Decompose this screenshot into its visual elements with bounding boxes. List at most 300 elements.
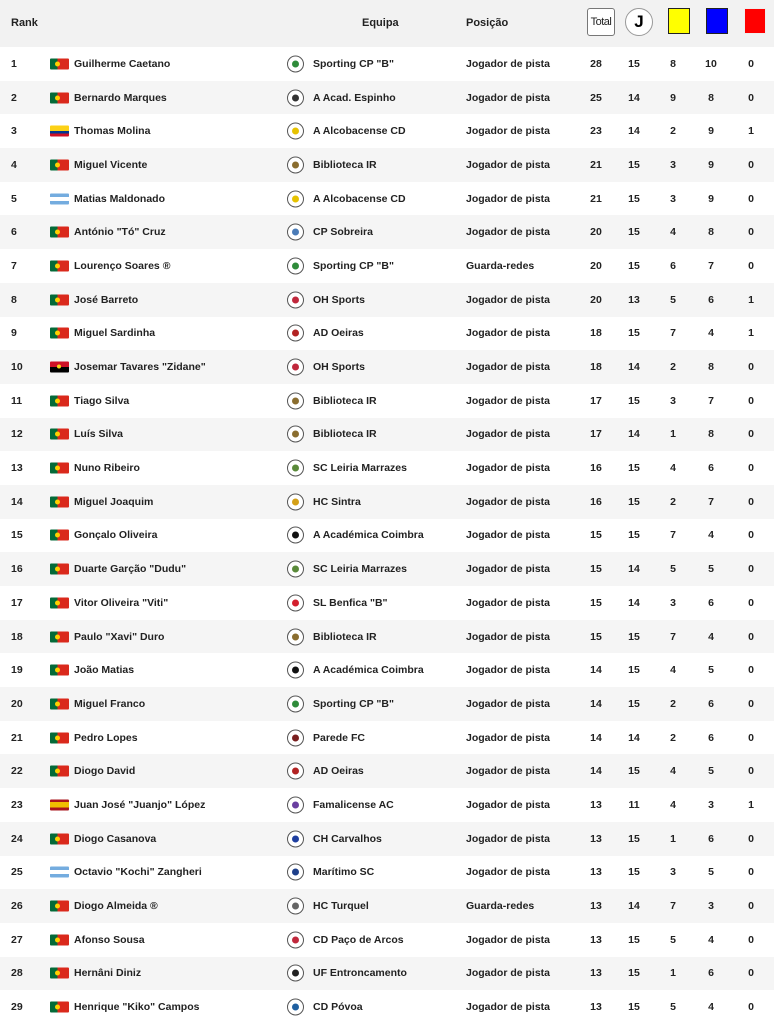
team-crest-icon [287,695,304,712]
team-crest-icon [287,325,304,342]
country-flag-icon [50,766,69,777]
blue-cards-cell: 9 [708,158,714,171]
team-crest-icon [287,123,304,140]
table-row [0,552,774,586]
player-name-link[interactable]: João Matias [74,664,135,677]
games-cell: 15 [628,1001,640,1014]
yellow-cards-cell: 3 [670,596,676,609]
position-cell: Jogador de pista [466,158,551,171]
blue-cards-cell: 6 [708,462,714,475]
country-flag-icon [50,496,69,507]
yellow-cards-cell: 7 [670,529,676,542]
total-cell: 13 [590,866,602,879]
team-name-link[interactable]: A Académica Coimbra [313,529,424,542]
position-cell: Jogador de pista [466,596,551,609]
team-name-link[interactable]: CH Carvalhos [313,832,382,845]
country-flag-icon [50,665,69,676]
position-cell: Jogador de pista [466,1001,551,1014]
games-played-icon[interactable]: J [625,8,653,36]
player-name-link[interactable]: Diogo Casanova [74,832,157,845]
team-name-link[interactable]: CP Sobreira [313,226,373,239]
yellow-cards-cell: 4 [670,226,676,239]
games-cell: 15 [628,933,640,946]
player-name-link[interactable]: Luís Silva [74,428,124,441]
red-cards-cell: 1 [748,293,754,306]
team-name-link[interactable]: HC Sintra [313,495,361,508]
total-cell: 13 [590,967,602,980]
games-cell: 14 [628,900,640,913]
player-name-link[interactable]: Juan José "Juanjo" López [74,798,206,811]
team-crest-icon [287,224,304,241]
rank-cell: 15 [11,529,23,542]
country-flag-icon [50,126,69,137]
yellow-cards-cell: 1 [670,832,676,845]
total-cell: 15 [590,529,602,542]
position-cell: Jogador de pista [466,394,551,407]
yellow-cards-cell: 7 [670,900,676,913]
position-cell: Jogador de pista [466,798,551,811]
player-name-link[interactable]: Bernardo Marques [74,91,167,104]
blue-cards-cell: 6 [708,967,714,980]
red-cards-cell: 0 [748,866,754,879]
red-cards-cell: 0 [748,259,754,272]
table-row [0,754,774,788]
position-cell: Jogador de pista [466,125,551,138]
blue-cards-cell: 8 [708,226,714,239]
yellow-cards-cell: 7 [670,630,676,643]
rank-cell: 28 [11,967,23,980]
position-cell: Guarda-redes [466,900,535,913]
country-flag-icon [50,732,69,743]
country-flag-icon [50,429,69,440]
red-cards-cell: 0 [748,697,754,710]
blue-cards-cell: 7 [708,394,714,407]
red-cards-cell: 0 [748,967,754,980]
red-cards-cell: 0 [748,529,754,542]
blue-cards-cell: 7 [708,495,714,508]
country-flag-icon [50,260,69,271]
country-flag-icon [50,159,69,170]
country-flag-icon [50,564,69,575]
yellow-cards-cell: 4 [670,798,676,811]
red-cards-cell: 0 [748,361,754,374]
yellow-cards-cell: 5 [670,1001,676,1014]
position-header[interactable]: Posição [466,17,509,29]
team-crest-icon [287,156,304,173]
total-cell: 16 [590,495,602,508]
player-name-link[interactable]: António "Tó" Cruz [74,226,166,239]
red-cards-cell: 1 [748,327,754,340]
yellow-cards-cell: 2 [670,495,676,508]
table-row [0,620,774,654]
team-crest-icon [287,999,304,1016]
blue-cards-cell: 4 [708,933,714,946]
player-name-link[interactable]: Miguel Franco [74,697,146,710]
country-flag-icon [50,968,69,979]
table-body [0,47,774,1024]
total-cell: 25 [590,91,602,104]
red-cards-cell: 0 [748,832,754,845]
team-crest-icon [287,257,304,274]
games-cell: 14 [628,731,640,744]
country-flag-icon [50,530,69,541]
blue-cards-cell: 8 [708,361,714,374]
table-header [0,0,774,47]
yellow-cards-cell: 2 [670,731,676,744]
player-name-link[interactable]: Miguel Vicente [74,158,148,171]
player-name-link[interactable]: Thomas Molina [74,125,151,138]
blue-cards-cell: 9 [708,125,714,138]
table-row [0,384,774,418]
player-name-link[interactable]: Diogo David [74,765,136,778]
team-crest-icon [287,527,304,544]
rank-cell: 23 [11,798,23,811]
red-cards-cell: 1 [748,798,754,811]
position-cell: Jogador de pista [466,731,551,744]
player-name-link[interactable]: José Barreto [74,293,139,306]
team-name-link[interactable]: A Acad. Espinho [313,91,396,104]
blue-cards-cell: 6 [708,596,714,609]
team-name-link[interactable]: OH Sports [313,293,365,306]
table-row [0,586,774,620]
team-crest-icon [287,55,304,72]
red-cards-cell: 0 [748,933,754,946]
player-name-link[interactable]: Miguel Sardinha [74,327,156,340]
red-cards-cell: 0 [748,158,754,171]
rank-cell: 12 [11,428,23,441]
yellow-cards-cell: 4 [670,765,676,778]
team-crest-icon [287,796,304,813]
team-name-link[interactable]: OH Sports [313,361,365,374]
games-cell: 15 [628,192,640,205]
team-crest-icon [287,763,304,780]
red-cards-cell: 1 [748,125,754,138]
team-name-link[interactable]: SL Benfica "B" [313,596,388,609]
team-header[interactable]: Equipa [362,17,399,29]
blue-cards-cell: 5 [708,765,714,778]
blue-cards-cell: 3 [708,798,714,811]
rank-cell: 6 [11,226,17,239]
table-row [0,519,774,553]
total-cell: 13 [590,900,602,913]
team-name-link[interactable]: HC Turquel [313,900,369,913]
player-name-link[interactable]: Josemar Tavares "Zidane" [74,361,206,374]
blue-cards-cell: 6 [708,697,714,710]
games-cell: 15 [628,630,640,643]
games-cell: 15 [628,866,640,879]
table-row [0,687,774,721]
team-name-link[interactable]: UF Entroncamento [313,967,407,980]
table-row [0,990,774,1024]
total-cell: 20 [590,293,602,306]
red-cards-cell: 0 [748,731,754,744]
team-name-link[interactable]: Sporting CP "B" [313,259,394,272]
team-name-link[interactable]: A Alcobacense CD [313,192,406,205]
red-cards-cell: 0 [748,226,754,239]
red-cards-cell: 0 [748,57,754,70]
country-flag-icon [50,58,69,69]
position-cell: Jogador de pista [466,967,551,980]
team-crest-icon [287,89,304,106]
blue-cards-cell: 8 [708,91,714,104]
table-row [0,81,774,115]
team-crest-icon [287,291,304,308]
team-name-link[interactable]: CD Paço de Arcos [313,933,404,946]
rank-cell: 4 [11,158,17,171]
position-cell: Guarda-redes [466,259,535,272]
games-cell: 14 [628,428,640,441]
country-flag-icon [50,463,69,474]
table-row [0,182,774,216]
table-row [0,856,774,890]
yellow-cards-cell: 3 [670,394,676,407]
red-cards-cell: 0 [748,1001,754,1014]
games-cell: 14 [628,596,640,609]
games-cell: 14 [628,125,640,138]
games-cell: 15 [628,697,640,710]
team-crest-icon [287,392,304,409]
player-name-link[interactable]: Guilherme Caetano [74,57,171,70]
blue-cards-cell: 4 [708,327,714,340]
player-name-link[interactable]: Duarte Garção "Dudu" [74,563,187,576]
team-name-link[interactable]: A Alcobacense CD [313,125,406,138]
team-crest-icon [287,898,304,915]
player-name-link[interactable]: Tiago Silva [74,394,130,407]
total-cell: 21 [590,158,602,171]
position-cell: Jogador de pista [466,428,551,441]
table-row [0,249,774,283]
player-name-link[interactable]: Pedro Lopes [74,731,138,744]
team-name-link[interactable]: Biblioteca IR [313,428,377,441]
team-crest-icon [287,830,304,847]
position-cell: Jogador de pista [466,697,551,710]
country-flag-icon [50,631,69,642]
player-name-link[interactable]: Diogo Almeida ® [74,900,158,913]
rank-cell: 5 [11,192,17,205]
player-name-link[interactable]: Afonso Sousa [74,933,145,946]
yellow-cards-cell: 3 [670,866,676,879]
table-row [0,822,774,856]
rank-cell: 1 [11,57,17,70]
blue-cards-cell: 4 [708,630,714,643]
blue-cards-cell: 5 [708,866,714,879]
team-name-link[interactable]: SC Leiria Marrazes [313,563,407,576]
team-name-link[interactable]: Biblioteca IR [313,158,377,171]
rank-header[interactable]: Rank [11,17,38,29]
blue-card-icon[interactable] [706,8,728,34]
rank-cell: 17 [11,596,23,609]
blue-cards-cell: 5 [708,563,714,576]
total-cell: 14 [590,731,602,744]
games-cell: 15 [628,495,640,508]
red-cards-cell: 0 [748,630,754,643]
country-flag-icon [50,193,69,204]
yellow-cards-cell: 2 [670,697,676,710]
team-name-link[interactable]: AD Oeiras [313,327,364,340]
rank-cell: 25 [11,866,23,879]
total-cell: 16 [590,462,602,475]
player-name-link[interactable]: Octavio "Kochi" Zangheri [74,866,202,879]
country-flag-icon [50,901,69,912]
table-row [0,47,774,81]
player-name-link[interactable]: Gonçalo Oliveira [74,529,158,542]
table-row [0,485,774,519]
table-row [0,653,774,687]
team-crest-icon [287,729,304,746]
team-crest-icon [287,426,304,443]
blue-cards-cell: 7 [708,259,714,272]
table-row [0,350,774,384]
total-cell: 21 [590,192,602,205]
team-crest-icon [287,864,304,881]
total-cell: 18 [590,327,602,340]
games-cell: 15 [628,664,640,677]
country-flag-icon [50,597,69,608]
red-cards-cell: 0 [748,563,754,576]
total-cell: 28 [590,57,602,70]
team-crest-icon [287,628,304,645]
team-name-link[interactable]: Parede FC [313,731,365,744]
table-row [0,215,774,249]
red-cards-cell: 0 [748,462,754,475]
yellow-cards-cell: 5 [670,293,676,306]
rank-cell: 29 [11,1001,23,1014]
red-cards-cell: 0 [748,900,754,913]
total-cell: 14 [590,664,602,677]
table-row [0,721,774,755]
position-cell: Jogador de pista [466,832,551,845]
rank-cell: 3 [11,125,17,138]
red-cards-cell: 0 [748,192,754,205]
blue-cards-cell: 6 [708,731,714,744]
rank-cell: 19 [11,664,23,677]
team-crest-icon [287,561,304,578]
red-cards-cell: 0 [748,91,754,104]
yellow-cards-cell: 2 [670,361,676,374]
total-cell: 17 [590,394,602,407]
rank-cell: 13 [11,462,23,475]
team-name-link[interactable]: AD Oeiras [313,765,364,778]
total-cell: 20 [590,259,602,272]
player-name-link[interactable]: Matias Maldonado [74,192,166,205]
games-cell: 15 [628,57,640,70]
player-name-link[interactable]: Lourenço Soares ® [74,259,171,272]
table-row [0,317,774,351]
total-cell: 15 [590,630,602,643]
player-name-link[interactable]: Paulo "Xavi" Duro [74,630,165,643]
player-name-link[interactable]: Nuno Ribeiro [74,462,140,475]
rank-cell: 20 [11,697,23,710]
yellow-cards-cell: 3 [670,192,676,205]
games-cell: 15 [628,765,640,778]
games-cell: 15 [628,462,640,475]
total-header[interactable]: Total [587,8,615,36]
table-row [0,451,774,485]
rank-cell: 14 [11,495,23,508]
rank-cell: 11 [11,394,23,407]
blue-cards-cell: 4 [708,1001,714,1014]
games-cell: 14 [628,361,640,374]
rank-cell: 16 [11,563,23,576]
yellow-cards-cell: 3 [670,158,676,171]
blue-cards-cell: 9 [708,192,714,205]
rank-cell: 18 [11,630,23,643]
team-name-link[interactable]: CD Póvoa [313,1001,363,1014]
position-cell: Jogador de pista [466,529,551,542]
player-name-link[interactable]: Hernâni Diniz [74,967,142,980]
team-name-link[interactable]: Sporting CP "B" [313,697,394,710]
yellow-cards-cell: 5 [670,563,676,576]
position-cell: Jogador de pista [466,57,551,70]
games-cell: 14 [628,91,640,104]
team-name-link[interactable]: Sporting CP "B" [313,57,394,70]
player-name-link[interactable]: Henrique "Kiko" Campos [74,1001,200,1014]
table-row [0,957,774,991]
team-name-link[interactable]: Biblioteca IR [313,630,377,643]
total-cell: 18 [590,361,602,374]
yellow-cards-cell: 8 [670,57,676,70]
rank-cell: 26 [11,900,23,913]
yellow-cards-cell: 5 [670,933,676,946]
position-cell: Jogador de pista [466,866,551,879]
country-flag-icon [50,934,69,945]
position-cell: Jogador de pista [466,327,551,340]
team-name-link[interactable]: Famalicense AC [313,798,394,811]
country-flag-icon [50,1002,69,1013]
total-cell: 23 [590,125,602,138]
table-row [0,889,774,923]
position-cell: Jogador de pista [466,630,551,643]
country-flag-icon [50,395,69,406]
games-cell: 15 [628,327,640,340]
table-row [0,148,774,182]
blue-cards-cell: 8 [708,428,714,441]
country-flag-icon [50,92,69,103]
yellow-card-icon[interactable] [668,8,690,34]
red-cards-cell: 0 [748,596,754,609]
country-flag-icon [50,698,69,709]
rank-cell: 7 [11,259,17,272]
player-name-link[interactable]: Miguel Joaquim [74,495,154,508]
table-row [0,923,774,957]
yellow-cards-cell: 6 [670,259,676,272]
total-cell: 15 [590,596,602,609]
total-cell: 20 [590,226,602,239]
country-flag-icon [50,833,69,844]
position-cell: Jogador de pista [466,563,551,576]
team-crest-icon [287,460,304,477]
red-cards-cell: 0 [748,664,754,677]
country-flag-icon [50,227,69,238]
total-cell: 13 [590,798,602,811]
yellow-cards-cell: 1 [670,428,676,441]
rank-cell: 8 [11,293,17,306]
team-name-link[interactable]: A Académica Coimbra [313,664,424,677]
team-name-link[interactable]: Marítimo SC [313,866,375,879]
position-cell: Jogador de pista [466,293,551,306]
blue-cards-cell: 6 [708,832,714,845]
table-row [0,283,774,317]
games-cell: 15 [628,158,640,171]
yellow-cards-cell: 4 [670,462,676,475]
player-name-link[interactable]: Vitor Oliveira "Viti" [74,596,169,609]
rank-cell: 22 [11,765,23,778]
team-name-link[interactable]: SC Leiria Marrazes [313,462,407,475]
red-card-icon[interactable] [744,8,766,34]
team-name-link[interactable]: Biblioteca IR [313,394,377,407]
position-cell: Jogador de pista [466,226,551,239]
games-cell: 15 [628,226,640,239]
